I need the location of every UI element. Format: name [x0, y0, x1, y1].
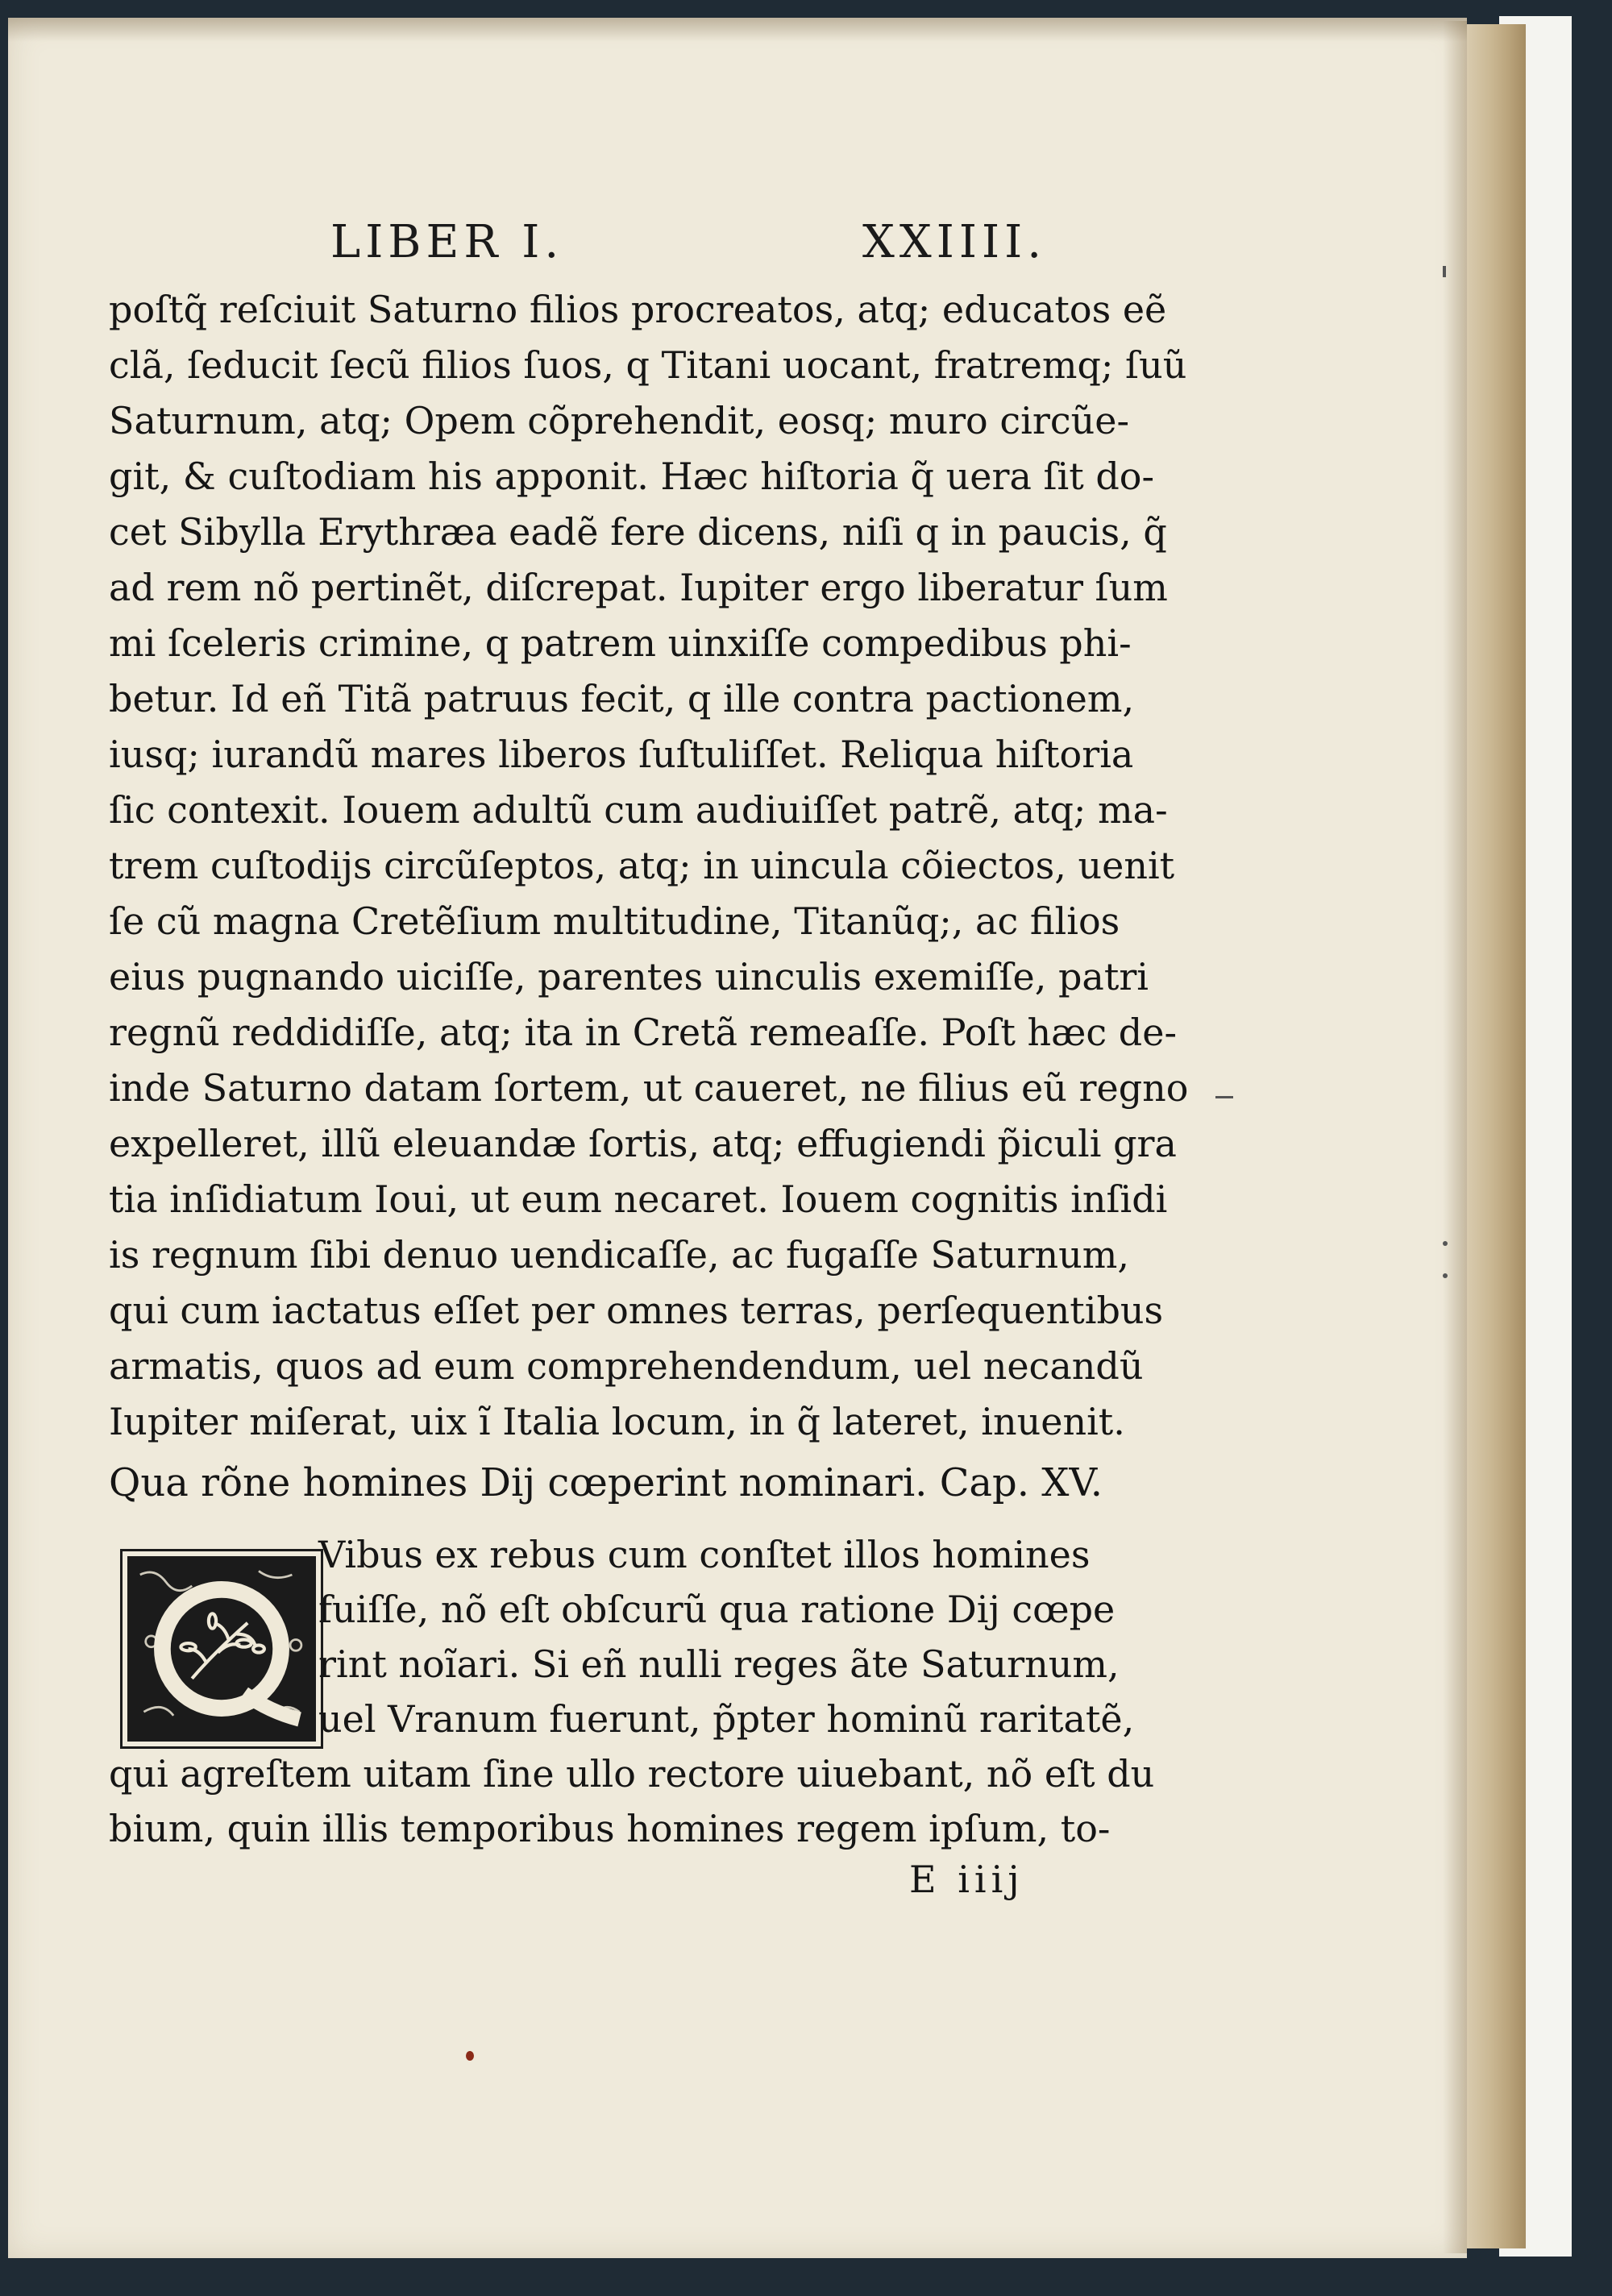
text-line: trem cuſtodijs circũſeptos, atq; in uincula cõiectos, uenit [109, 844, 1175, 887]
text-line: eius pugnando uiciſſe, parentes uinculis exemiſſe, patri [109, 955, 1149, 999]
paragraph-continuation [109, 1746, 1155, 1856]
text-line: poſtq̃ reſciuit Saturno filios procreatos, atq; educatos eẽ [109, 288, 1167, 331]
ink-speck [466, 2051, 474, 2061]
initial-paragraph [318, 1527, 1135, 1746]
text-line: ſe cũ magna Cretẽſium multitudine, Titanũq;, ac filios [109, 899, 1120, 943]
signature-mark: E iiij [909, 1858, 1024, 1901]
text-line: Vibus ex rebus cum conſtet illos homines [318, 1533, 1091, 1576]
text-line: git, & cuſtodiam his apponit. Hæc hiſtoria q̃ uera ſit do- [109, 455, 1155, 498]
margin-mark [1443, 1241, 1448, 1246]
text-line: iusq; iurandũ mares liberos ſuſtuliſſet. Reliqua hiſtoria [109, 733, 1134, 776]
text-line: mi ſceleris crimine, q patrem uinxiſſe compedibus phi- [109, 621, 1132, 665]
text-line: inde Saturno datam ſortem, ut caueret, ne filius eũ regno [109, 1066, 1189, 1110]
text-line: clã, ſeducit ſecũ filios ſuos, q Titani uocant, fratremq; ſuũ [109, 343, 1187, 387]
chapter-heading: Qua rõne homines Dij cœperint nominari. Cap. XV. [109, 1460, 1103, 1505]
margin-mark [1443, 266, 1446, 277]
text-line: qui cum iactatus eſſet per omnes terras, perſequentibus [109, 1289, 1164, 1332]
text-line: armatis, quos ad eum comprehendendum, uel necandũ [109, 1344, 1144, 1388]
decorated-initial-q [123, 1551, 321, 1746]
text-line: qui agreſtem uitam ſine ullo rectore uiuebant, nõ eſt du [109, 1752, 1155, 1796]
page-edge [1463, 24, 1526, 2248]
body-text [109, 282, 1189, 1450]
text-line: betur. Id eñ Titã patruus fecit, q ille contra pactionem, [109, 677, 1135, 720]
book-label: LIBER I. [330, 216, 564, 268]
page-edge-shadow [1443, 21, 1467, 2253]
text-line: ad rem nõ pertinẽt, diſcrepat. Iupiter ergo liberatur ſum [109, 566, 1168, 609]
text-line: Iupiter miſerat, uix ĩ Italia locum, in q̃ lateret, inuenit. [109, 1400, 1125, 1443]
margin-mark [1443, 1273, 1448, 1278]
text-line: expelleret, illũ eleuandæ ſortis, atq; effugiendi p̃iculi gra [109, 1122, 1177, 1165]
folio-number: XXIIII. [862, 216, 1047, 268]
text-line: cet Sibylla Erythræa eadẽ fere dicens, niſi q in paucis, q̃ [109, 510, 1167, 554]
text-line: rint noĩari. Si eñ nulli reges ãte Saturnum, [318, 1642, 1120, 1686]
initial-q-icon [127, 1556, 316, 1742]
text-line: fuiſſe, nõ eſt obſcurũ qua ratione Dij cœpe [318, 1588, 1116, 1631]
text-line: ſic contexit. Iouem adultũ cum audiuiſſet patrẽ, atq; ma- [109, 788, 1168, 832]
text-line: is regnum ſibi denuo uendicaſſe, ac fugaſſe Saturnum, [109, 1233, 1129, 1277]
page-top-shadow [8, 18, 1467, 42]
margin-mark [1215, 1096, 1233, 1098]
text-line: Saturnum, atq; Opem cõprehendit, eosq; muro circũe- [109, 399, 1129, 442]
text-line: regnũ reddidiſſe, atq; ita in Cretã remeaſſe. Poſt hæc de- [109, 1011, 1178, 1054]
running-head [330, 216, 1096, 272]
text-line: uel Vranum fuerunt, p̃pter hominũ raritatẽ, [318, 1697, 1135, 1741]
text-line: bium, quin illis temporibus homines regem ipſum, to- [109, 1807, 1111, 1850]
text-line: tia inſidiatum Ioui, ut eum necaret. Iouem cognitis inſidi [109, 1177, 1168, 1221]
